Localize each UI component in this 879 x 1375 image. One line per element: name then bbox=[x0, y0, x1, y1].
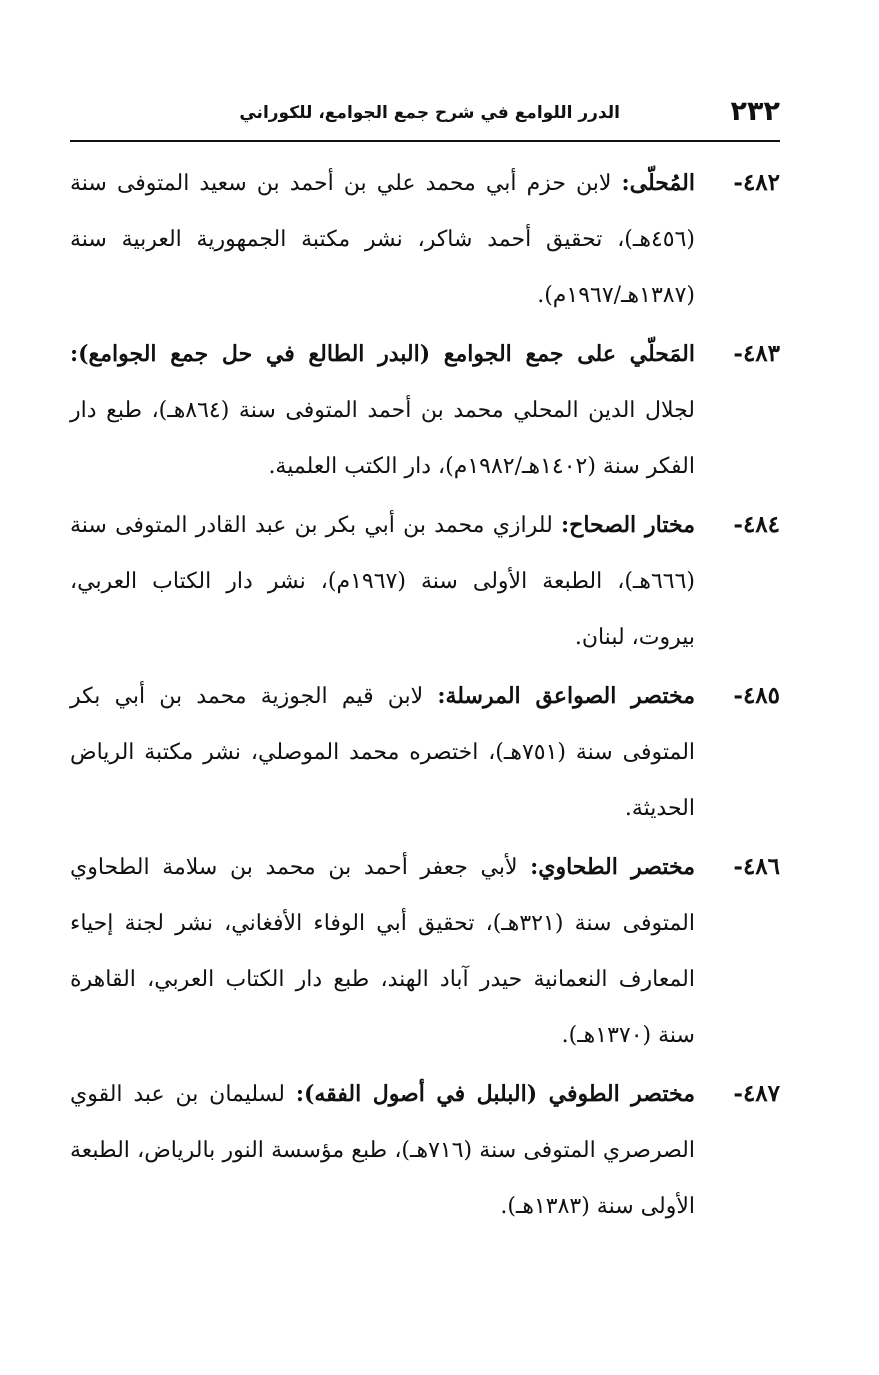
entry-title: مختصر الطحاوي: bbox=[530, 854, 695, 880]
entry-text-block bbox=[70, 155, 695, 324]
bibliography-entry bbox=[70, 326, 780, 495]
entry-text-block bbox=[70, 668, 695, 837]
entry-description: لابن حزم أبي محمد علي بن أحمد بن سعيد المتوفى سنة (٤٥٦هـ)، تحقيق أحمد شاكر، نشر مكتبة الجمهورية العربية سنة (١٣٨٧هـ/١٩٦٧م). bbox=[70, 171, 695, 308]
page-header bbox=[70, 94, 780, 134]
entry-title: مختار الصحاح: bbox=[561, 512, 695, 538]
header-rule bbox=[70, 140, 780, 142]
page-number: ٢٣٢ bbox=[730, 96, 780, 127]
entry-number: ٤٨٦- bbox=[733, 853, 780, 880]
bibliography-entry bbox=[70, 1066, 780, 1235]
entry-title: المَحلّي على جمع الجوامع (البدر الطالع في حل جمع الجوامع): bbox=[70, 341, 695, 367]
entry-description: لجلال الدين المحلي محمد بن أحمد المتوفى سنة (٨٦٤هـ)، طبع دار الفكر سنة (١٤٠٢هـ/١٩٨٢م)، دار الكتب العلمية. bbox=[70, 398, 695, 479]
entry-description: للرازي محمد بن أبي بكر بن عبد القادر المتوفى سنة (٦٦٦هـ)، الطبعة الأولى سنة (١٩٦٧م)، نشر دار الكتاب العربي، بيروت، لبنان. bbox=[70, 513, 696, 650]
bibliography-list bbox=[70, 155, 780, 1237]
entry-number: ٤٨٥- bbox=[733, 682, 780, 709]
bibliography-entry bbox=[70, 155, 780, 324]
entry-number: ٤٨٣- bbox=[733, 340, 780, 367]
entry-number: ٤٨٤- bbox=[733, 511, 780, 538]
entry-text-block bbox=[70, 326, 695, 495]
entry-description: لسليمان بن عبد القوي الصرصري المتوفى سنة (٧١٦هـ)، طبع مؤسسة النور بالرياض، الطبعة الأولى سنة (١٣٨٣هـ). bbox=[70, 1082, 695, 1219]
entry-title: المُحلّى: bbox=[621, 170, 695, 196]
bibliography-entry bbox=[70, 839, 780, 1064]
entry-text-block bbox=[70, 1066, 695, 1235]
entry-number: ٤٨٧- bbox=[733, 1080, 780, 1107]
entry-description: لأبي جعفر أحمد بن محمد بن سلامة الطحاوي المتوفى سنة (٣٢١هـ)، تحقيق أبي الوفاء الأفغاني، نشر لجنة إحياء المعارف النعمانية حيدر آباد الهند، طبع دار الكتاب العربي، القاهرة سنة (١٣٧٠هـ). bbox=[70, 855, 695, 1048]
bibliography-entry bbox=[70, 497, 780, 666]
entry-title: مختصر الطوفي (البلبل في أصول الفقه): bbox=[295, 1081, 696, 1107]
entry-text-block bbox=[70, 497, 695, 666]
running-title: الدرر اللوامع في شرح جمع الجوامع، للكوراني bbox=[239, 103, 620, 123]
entry-number: ٤٨٢- bbox=[733, 169, 780, 196]
entry-description: لابن قيم الجوزية محمد بن أبي بكر المتوفى سنة (٧٥١هـ)، اختصره محمد الموصلي، نشر مكتبة الرياض الحديثة. bbox=[70, 684, 696, 821]
bibliography-entry bbox=[70, 668, 780, 837]
entry-title: مختصر الصواعق المرسلة: bbox=[437, 683, 695, 709]
entry-text-block bbox=[70, 839, 695, 1064]
